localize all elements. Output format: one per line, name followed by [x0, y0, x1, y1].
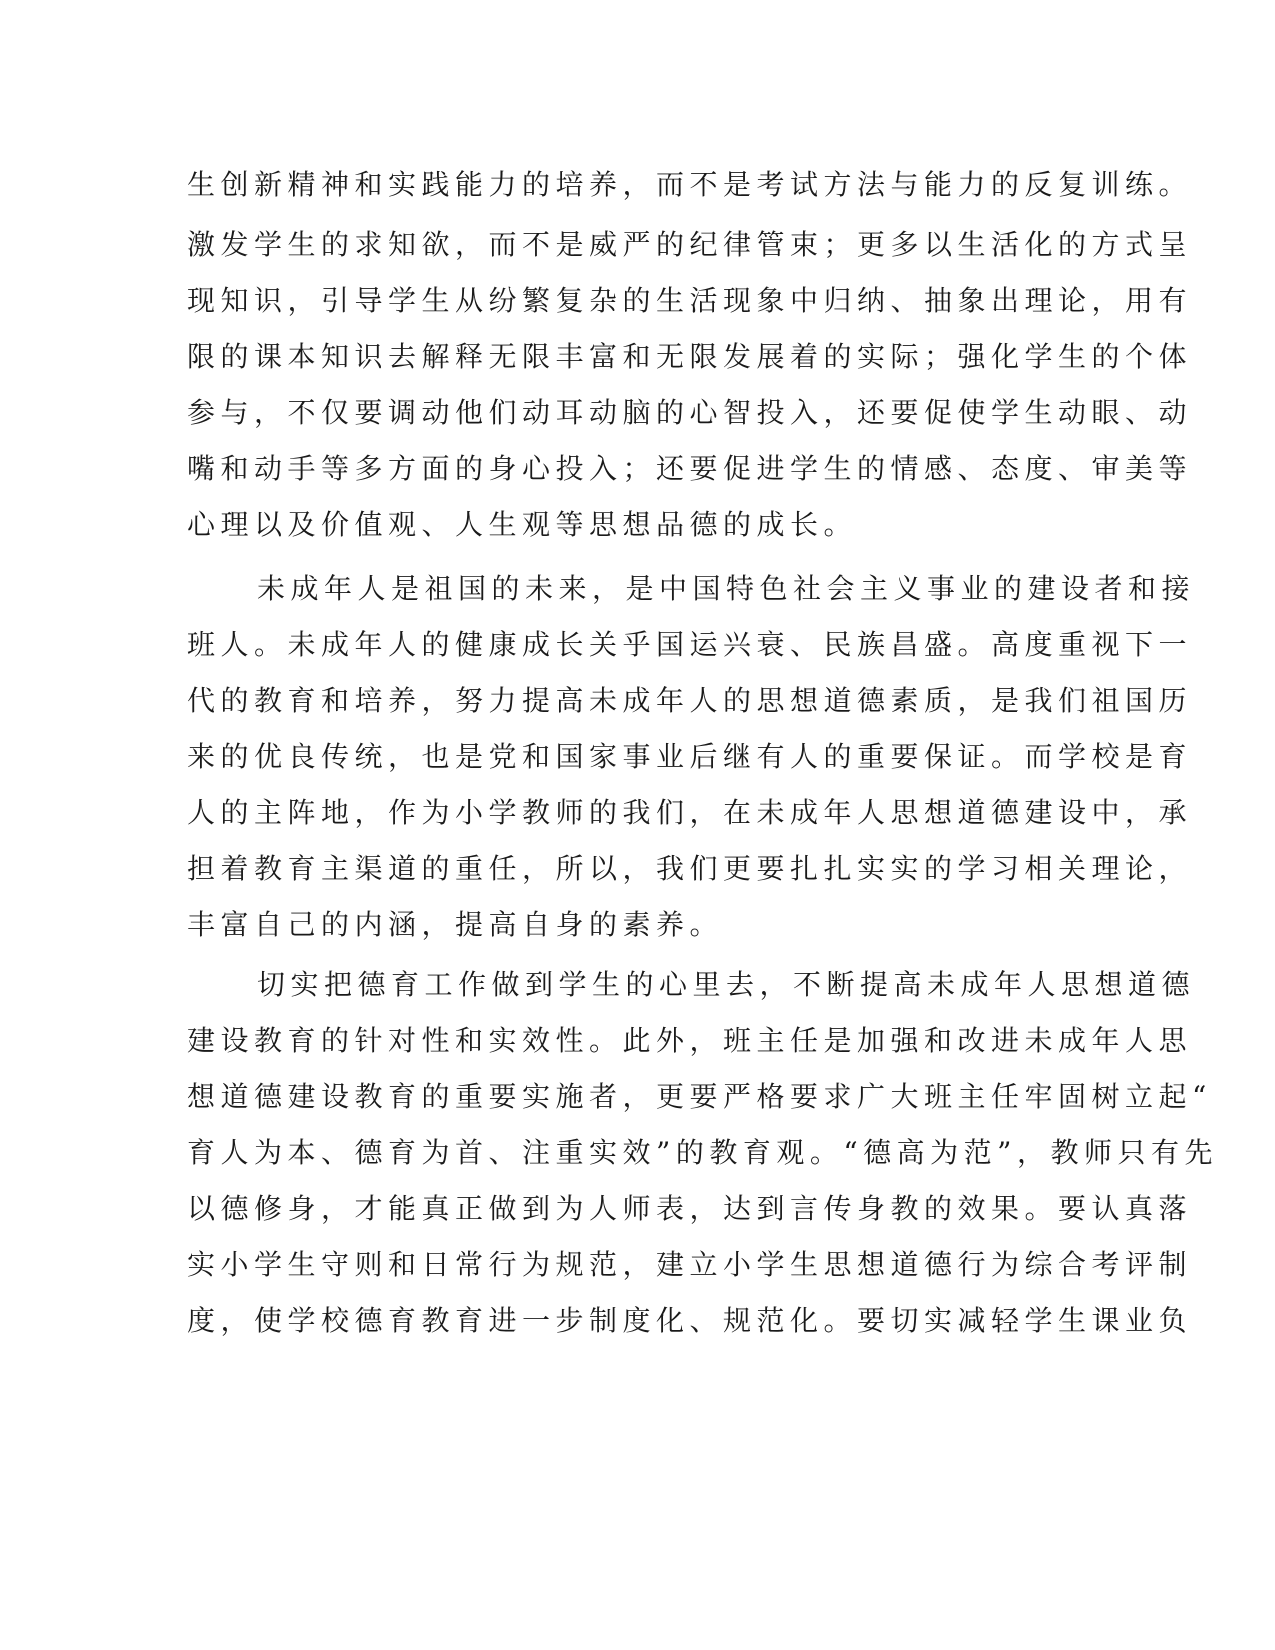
text-line: 心理以及价值观、人生观等思想品德的成长。 [187, 508, 858, 541]
text-line: 代的教育和培养，努力提高未成年人的思想道德素质，是我们祖国历 [187, 684, 1193, 717]
text-line: 现知识，引导学生从纷繁复杂的生活现象中归纳、抽象出理论，用有 [187, 284, 1193, 317]
text-line: 参与，不仅要调动他们动耳动脑的心智投入，还要促使学生动眼、动 [187, 396, 1193, 429]
text-line: 来的优良传统，也是党和国家事业后继有人的重要保证。而学校是育 [187, 740, 1193, 773]
text-line: 人的主阵地，作为小学教师的我们，在未成年人思想道德建设中，承 [187, 796, 1193, 829]
text-line: 生创新精神和实践能力的培养，而不是考试方法与能力的反复训练。 [187, 168, 1193, 201]
text-line: 以德修身，才能真正做到为人师表，达到言传身教的效果。要认真落 [187, 1192, 1193, 1225]
text-line: 丰富自己的内涵，提高自身的素养。 [187, 908, 724, 941]
text-line: 激发学生的求知欲，而不是威严的纪律管束；更多以生活化的方式呈 [187, 228, 1193, 261]
text-line: 限的课本知识去解释无限丰富和无限发展着的实际；强化学生的个体 [187, 340, 1193, 373]
text-line: 嘴和动手等多方面的身心投入；还要促进学生的情感、态度、审美等 [187, 452, 1193, 485]
text-line: 育人为本、德育为首、注重实效”的教育观。“德高为范”，教师只有先 [187, 1136, 1218, 1169]
paragraph-first-line: 切实把德育工作做到学生的心里去，不断提高未成年人思想道德 [257, 968, 1196, 1001]
text-line: 度，使学校德育教育进一步制度化、规范化。要切实减轻学生课业负 [187, 1304, 1193, 1337]
text-line: 担着教育主渠道的重任，所以，我们更要扎扎实实的学习相关理论， [187, 852, 1193, 885]
text-line: 想道德建设教育的重要实施者，更要严格要求广大班主任牢固树立起“ [187, 1080, 1212, 1113]
text-line: 班人。未成年人的健康成长关乎国运兴衰、民族昌盛。高度重视下一 [187, 628, 1193, 661]
paragraph-first-line: 未成年人是祖国的未来，是中国特色社会主义事业的建设者和接 [257, 572, 1196, 605]
text-line: 建设教育的针对性和实效性。此外，班主任是加强和改进未成年人思 [187, 1024, 1193, 1057]
text-line: 实小学生守则和日常行为规范，建立小学生思想道德行为综合考评制 [187, 1248, 1193, 1281]
